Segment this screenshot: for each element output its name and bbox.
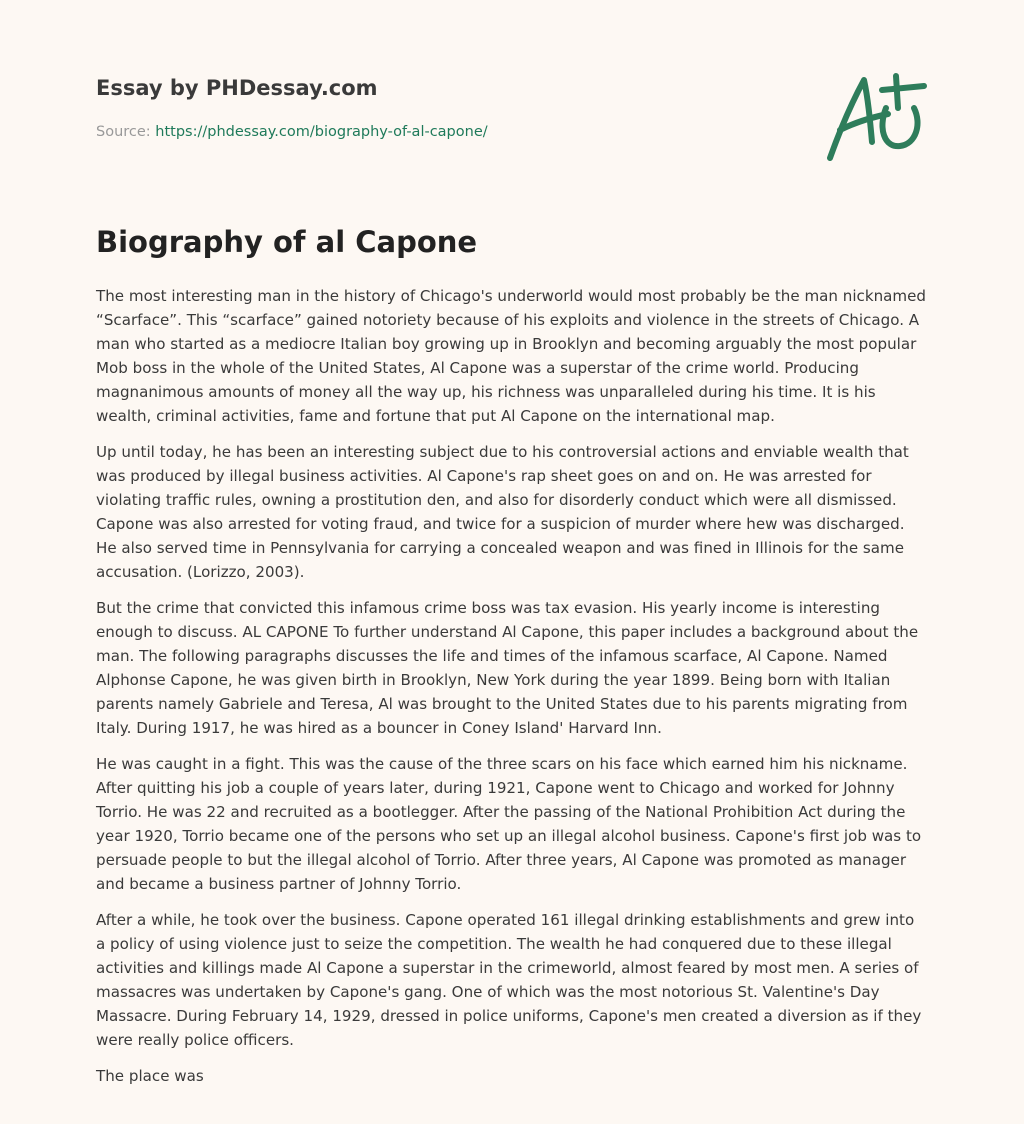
paragraph: Up until today, he has been an interesting subject due to his controversial actions and enviable wealth that was produced by illegal business activities. Al Capone's rap sheet goes on and on. He was arrested for violating traffic rules, owning a prostitution den, and also for disorderly conduct which were all dismissed. Capone was also arrested for voting fraud, and twice for a suspicion of murder where hew was discharged. He also served time in Pennsylvania for carrying a concealed weapon and was fined in Illinois for the same accusation. (Lorizzo, 2003). — [96, 443, 909, 581]
source-link[interactable]: https://phdessay.com/biography-of-al-capone/ — [155, 124, 488, 140]
site-title: Essay by PHDessay.com — [96, 76, 378, 100]
source-line — [96, 124, 488, 140]
a-plus-logo-icon — [824, 68, 928, 164]
paragraph: After a while, he took over the business. Capone operated 161 illegal drinking establishments and grew into a policy of using violence just to seize the competition. The wealth he had conquered due to these illegal activities and killings made Al Capone a superstar in the crimeworld, almost feared by most men. A series of massacres was undertaken by Capone's gang. One of which was the most notorious St. Valentine's Day Massacre. During February 14, 1929, dressed in police uniforms, Capone's men created a diversion as if they were really police officers. — [96, 911, 922, 1049]
source-label: Source: — [96, 124, 156, 140]
essay-body — [96, 284, 926, 1100]
paragraph: But the crime that convicted this infamous crime boss was tax evasion. His yearly income is interesting enough to discuss. AL CAPONE To further understand Al Capone, this paper includes a background about the man. The following paragraphs discusses the life and times of the infamous scarface, Al Capone. Named Alphonse Capone, he was given birth in Brooklyn, New York during the year 1899. Being born with Italian parents namely Gabriele and Teresa, Al was brought to the United States due to his parents migrating from Italy. During 1917, he was hired as a bouncer in Coney Island' Harvard Inn. — [96, 599, 919, 737]
essay-title: Biography of al Capone — [96, 225, 478, 259]
paragraph: The most interesting man in the history of Chicago's underworld would most probably be the man nicknamed “Scarface”. This “scarface” gained notoriety because of his exploits and violence in the streets of Chicago. A man who started as a mediocre Italian boy growing up in Brooklyn and becoming arguably the most popular Mob boss in the whole of the United States, Al Capone was a superstar of the crime world. Producing magnanimous amounts of money all the way up, his richness was unparalleled during his time. It is his wealth, criminal activities, fame and fortune that put Al Capone on the international map. — [96, 287, 926, 425]
paragraph: The place was — [96, 1067, 204, 1085]
paragraph: He was caught in a fight. This was the cause of the three scars on his face which earned him his nickname. After quitting his job a couple of years later, during 1921, Capone went to Chicago and worked for Johnny Torrio. He was 22 and recruited as a bootlegger. After the passing of the National Prohibition Act during the year 1920, Torrio became one of the persons who set up an illegal alcohol business. Capone's first job was to persuade people to but the illegal alcohol of Torrio. After three years, Al Capone was promoted as manager and became a business partner of Johnny Torrio. — [96, 755, 922, 893]
